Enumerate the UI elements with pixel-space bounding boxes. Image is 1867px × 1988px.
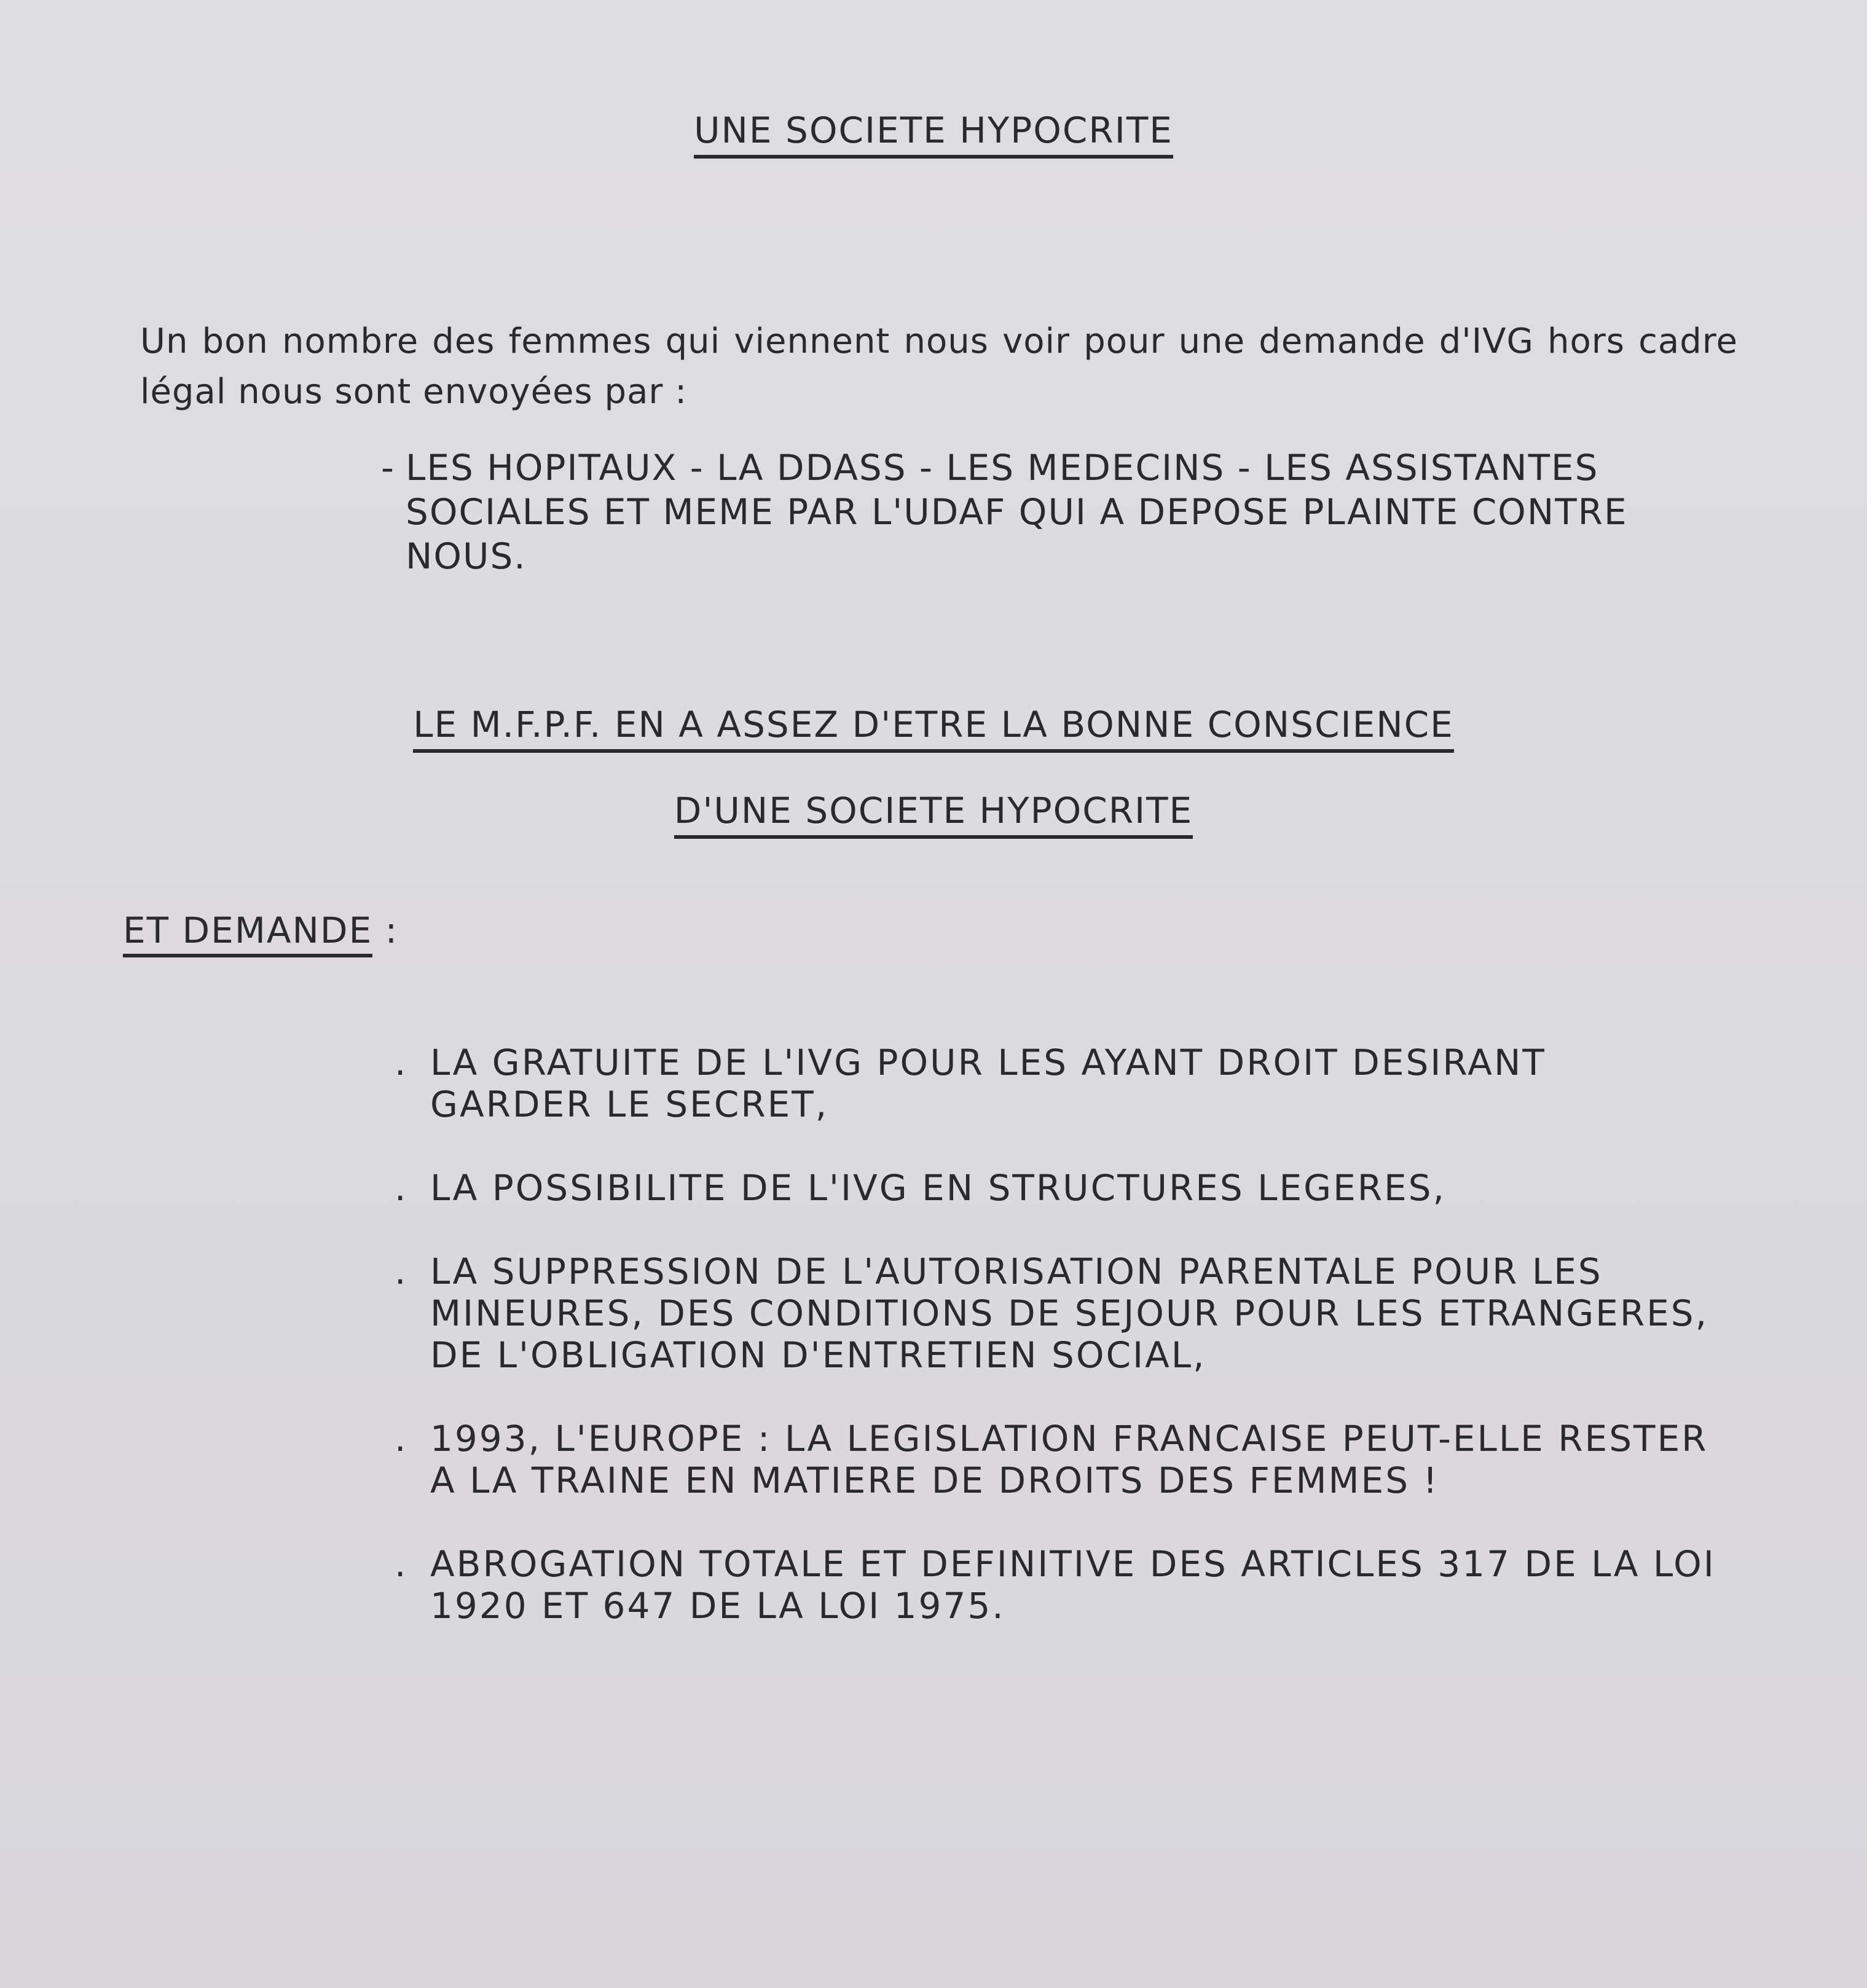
list-item [395,1042,1721,1125]
heading-3-text: D'UNE SOCIETE HYPOCRITE [674,790,1193,839]
demand-text: ABROGATION TOTALE ET DEFINITIVE DES ARTICLES 317 DE LA LOI 1920 ET 647 DE LA LOI 1975. [430,1543,1716,1627]
bullet-dot: . [395,1167,408,1209]
demand-text: LA GRATUITE DE L'IVG POUR LES AYANT DROIT DESIRANT GARDER LE SECRET, [430,1042,1546,1125]
heading-societe-hypocrite [0,790,1867,839]
heading-2-text: LE M.F.P.F. EN A ASSEZ D'ETRE LA BONNE CONSCIENCE [413,704,1454,753]
demand-text: LA SUPPRESSION DE L'AUTORISATION PARENTALE POUR LES MINEURES, DES CONDITIONS DE SEJOUR POUR LES ETRANGERES, DE L'OBLIGATION D'ENTRETIEN SOCIAL, [430,1251,1709,1376]
heading-1-text: UNE SOCIETE HYPOCRITE [694,109,1173,159]
bullet-dot: . [395,1251,408,1292]
list-item [395,1251,1721,1376]
intro-paragraph: Un bon nombre des femmes qui viennent nous voir pour une demande d'IVG hors cadre légal nous sont envoyées par : [140,321,1738,412]
demand-text: 1993, L'EUROPE : LA LEGISLATION FRANCAISE PEUT-ELLE RESTER A LA TRAINE EN MATIERE DE DROITS DES FEMMES ! [430,1418,1708,1501]
demands-list [395,1042,1721,1668]
senders-text: LES HOPITAUX - LA DDASS - LES MEDECINS - LES ASSISTANTES SOCIALES ET MEME PAR L'UDAF QUI A DEPOSE PLAINTE CONTRE NOUS. [406,447,1628,577]
demande-heading [123,910,398,957]
heading-une-societe-hypocrite [0,109,1867,159]
list-item [395,1543,1721,1627]
bullet-dot: . [395,1042,408,1083]
list-item [395,1167,1721,1209]
bullet-dot: . [395,1418,408,1460]
dash-marker: - [381,447,395,489]
list-item [395,1418,1721,1501]
senders-list [381,446,1696,578]
bullet-dot: . [395,1543,408,1585]
demande-colon: : [372,910,399,951]
demande-label: ET DEMANDE [123,910,372,957]
demand-text: LA POSSIBILITE DE L'IVG EN STRUCTURES LEGERES, [430,1167,1446,1209]
heading-mfpf [0,704,1867,753]
